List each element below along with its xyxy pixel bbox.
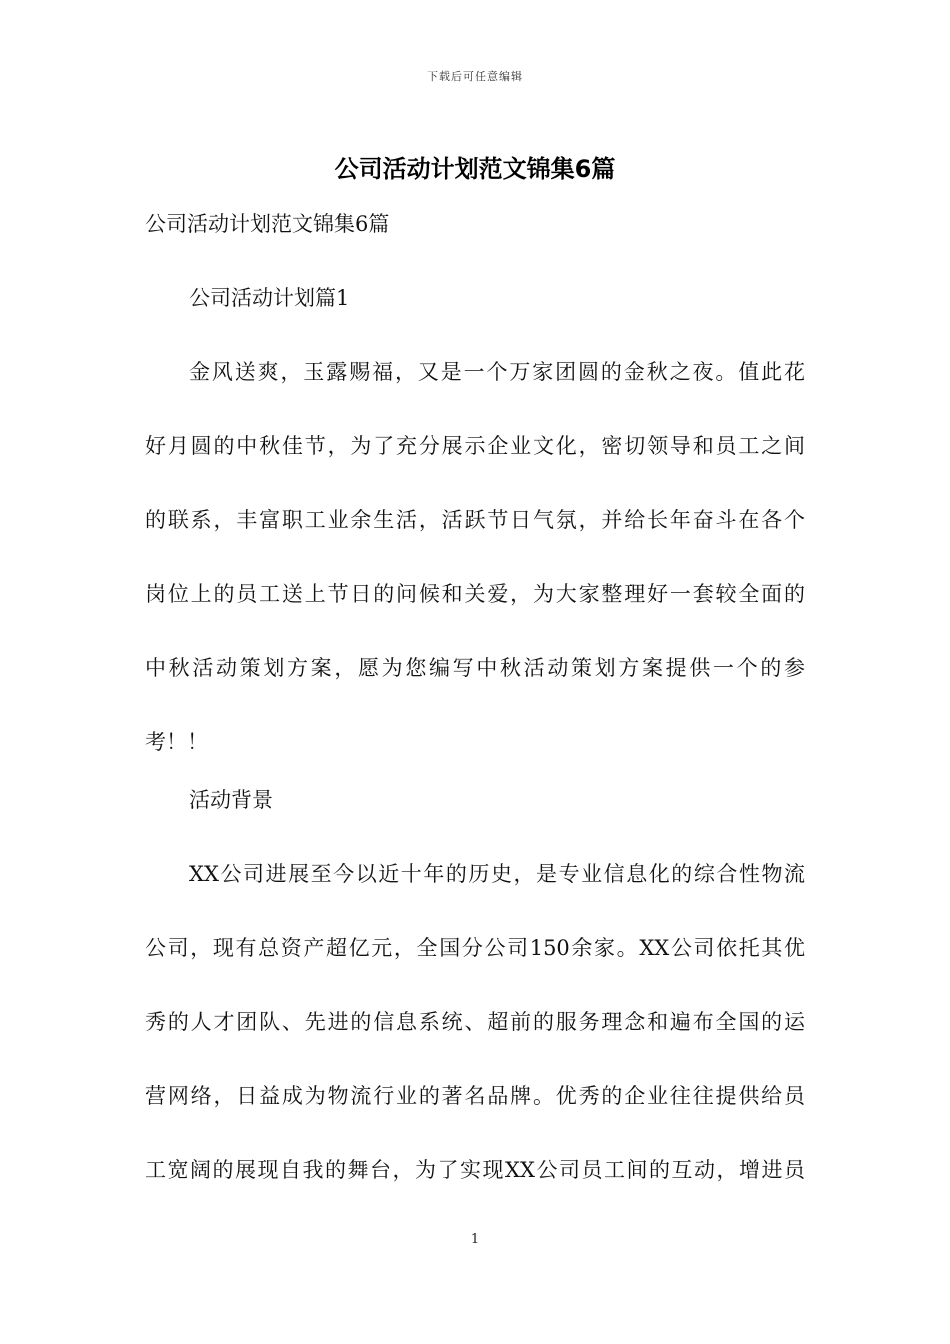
paragraph-line: 秀的人才团队、先进的信息系统、超前的服务理念和遍布全国的运 [145,1010,805,1034]
paragraph-line: 公司，现有总资产超亿元，全国分公司150余家。XX公司依托其优 [145,936,805,960]
header-note: 下载后可任意编辑 [427,70,523,83]
document-title: 公司活动计划范文锦集6篇 [334,155,616,183]
document-body [145,205,805,1207]
paragraph-line: 营网络，日益成为物流行业的著名品牌。优秀的企业往往提供给员 [145,1084,805,1108]
paragraph-1 [145,335,805,779]
page-number: 1 [470,1232,480,1247]
section-heading-2: 活动背景 [189,788,273,812]
paragraph-line: 好月圆的中秋佳节，为了充分展示企业文化，密切领导和员工之间 [145,434,805,458]
paragraph-line: 工宽阔的展现自我的舞台，为了实现XX公司员工间的互动，增进员 [145,1158,805,1182]
paragraph-2 [145,837,805,1207]
section-heading-1: 公司活动计划篇1 [189,286,350,310]
document-subtitle: 公司活动计划范文锦集6篇 [145,212,390,236]
paragraph-line: 岗位上的员工送上节日的问候和关爱，为大家整理好一套较全面的 [145,582,805,606]
paragraph-line: 的联系，丰富职工业余生活，活跃节日气氛，并给长年奋斗在各个 [145,508,805,532]
paragraph-line: XX公司进展至今以近十年的历史，是专业信息化的综合性物流 [189,862,805,886]
paragraph-line: 金风送爽，玉露赐福，又是一个万家团圆的金秋之夜。值此花 [189,360,805,384]
paragraph-line: 中秋活动策划方案，愿为您编写中秋活动策划方案提供一个的参 [145,656,805,680]
paragraph-line: 考！！ [145,730,208,754]
